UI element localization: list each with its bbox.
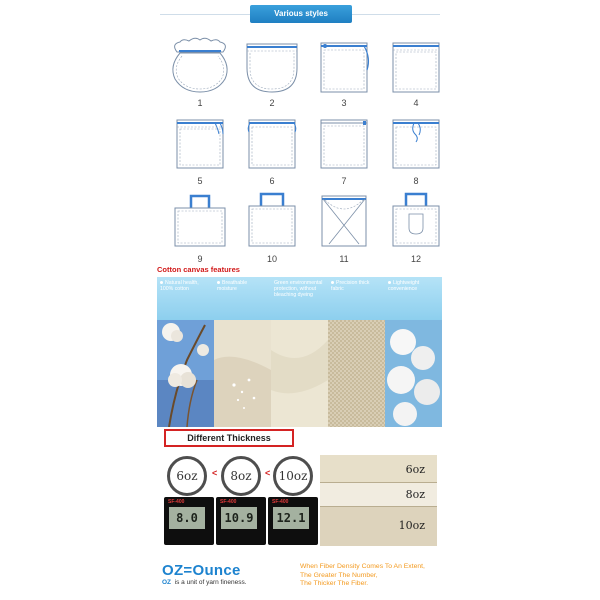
less-than-sign: < (212, 468, 218, 478)
feature-green-environmental (271, 277, 328, 427)
scale-brand: SF-400 (220, 499, 237, 505)
bag-number: 10 (266, 254, 277, 264)
scale-brand: SF-400 (272, 499, 289, 505)
feature-label: Natural health, 100% cotton (157, 277, 214, 320)
tote-bag-icon (165, 190, 235, 252)
ounce-description: OZ is a unit of yarn fineness. (162, 579, 247, 586)
canvas-weave-image (328, 320, 385, 427)
bag-style-8 (381, 112, 451, 186)
scale-reading: 8.0 (169, 507, 205, 529)
fabric-label: 8oz (405, 488, 425, 501)
oz-circle-6: 6oz (167, 456, 207, 496)
section-title-various-styles: Various styles (250, 5, 352, 23)
feature-label: Precision thick fabric (328, 277, 385, 320)
fabric-thickness-stack (320, 455, 437, 546)
bag-number: 6 (269, 176, 275, 186)
fabric-layer-6oz (320, 455, 437, 483)
oz-circle-8: 8oz (221, 456, 261, 496)
fiber-density-note: When Fiber Density Comes To An Extent, The Greater The Number, The Thicker The Fiber. (300, 563, 425, 587)
different-thickness-title: Different Thickness (164, 429, 294, 447)
bag-style-5 (165, 112, 235, 186)
double-drawstring-bag-icon (165, 112, 235, 174)
flat-drawstring-bag-icon (381, 34, 451, 96)
drawstring-side-bag-icon (309, 34, 379, 96)
oz-circle-10: 10oz (273, 456, 313, 496)
feature-label: Lightweight convenience (385, 277, 442, 320)
scale-reading: 12.1 (273, 507, 309, 529)
feature-natural-health (157, 277, 214, 427)
tall-tote-bag-icon (237, 190, 307, 252)
bag-number: 1 (197, 98, 203, 108)
bag-style-10 (237, 190, 307, 264)
round-bottom-bag-icon (237, 34, 307, 96)
center-tie-bag-icon (381, 112, 451, 174)
feature-lightweight (385, 277, 442, 427)
bag-style-12 (381, 190, 451, 264)
feature-precision-thick (328, 277, 385, 427)
cord-drawstring-bag-icon (237, 112, 307, 174)
scale-display (216, 497, 266, 545)
canvas-droplets-image (214, 320, 271, 427)
feature-label: Green environmental protection, without bleaching dyeing (271, 277, 328, 320)
fabric-label: 6oz (405, 463, 425, 476)
fabric-layer-10oz (320, 507, 437, 546)
scale-display (268, 497, 318, 545)
feature-breathable (214, 277, 271, 427)
scale-display (164, 497, 214, 545)
bag-number: 9 (197, 254, 203, 264)
bag-style-9 (165, 190, 235, 264)
bag-style-3 (309, 34, 379, 108)
bag-style-7 (309, 112, 379, 186)
bag-style-1 (165, 34, 235, 108)
bag-number: 5 (197, 176, 203, 186)
zipper-bag-icon (309, 112, 379, 174)
backpack-drawstring-bag-icon (309, 190, 379, 252)
ounce-heading: OZ=Ounce (162, 562, 241, 579)
cotton-balls-image (385, 320, 442, 427)
bag-style-6 (237, 112, 307, 186)
bag-number: 3 (341, 98, 347, 108)
bag-style-2 (237, 34, 307, 108)
pocket-tote-bag-icon (381, 190, 451, 252)
scale-brand: SF-400 (168, 499, 185, 505)
features-strip (157, 277, 442, 427)
bag-number: 7 (341, 176, 347, 186)
bag-style-4 (381, 34, 451, 108)
bag-number: 11 (339, 254, 349, 264)
bag-style-11 (309, 190, 379, 264)
cotton-flower-image (157, 320, 214, 427)
feature-label: Breathable moisture (214, 277, 271, 320)
bag-number: 4 (413, 98, 419, 108)
less-than-sign: < (265, 468, 271, 478)
cotton-features-title: Cotton canvas features (157, 265, 240, 274)
fabric-label: 10oz (398, 519, 425, 532)
fabric-layer-8oz (320, 483, 437, 507)
bag-number: 12 (410, 254, 421, 264)
canvas-plain-image (271, 320, 328, 427)
bag-number: 8 (413, 176, 419, 186)
scale-reading: 10.9 (221, 507, 257, 529)
bag-number: 2 (269, 98, 275, 108)
pouch-bag-icon (165, 34, 235, 96)
